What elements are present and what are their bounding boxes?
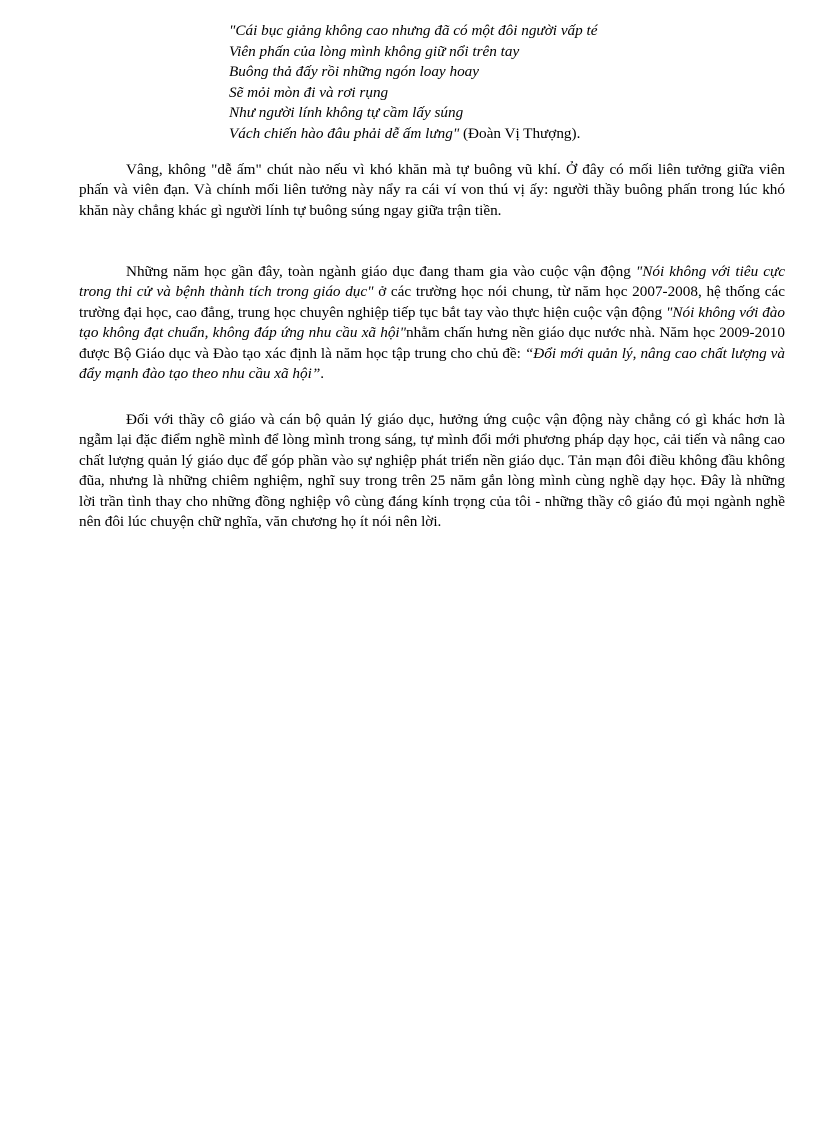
paragraph-2-text: Những năm học gần đây, toàn ngành giáo dục đang tham gia vào cuộc vận động <box>126 263 636 280</box>
paragraph-2-text: nhằm chấn hưng nền giáo dục nước nhà. Năm học 2009-2010 được Bộ Giáo dục và Đào tạo xác định là năm học tập trung cho chủ đề: <box>79 324 785 362</box>
poem-block <box>229 21 749 145</box>
paragraph-3: Đối với thầy cô giáo và cán bộ quản lý giáo dục, hưởng ứng cuộc vận động này chẳng có gì khác hơn là ngẫm lại đặc điểm nghề mình để lòng mình trong sáng, tự mình đổi mới phương pháp dạy học, cải tiến và nâng cao chất lượng quản lý giáo dục để góp phần vào sự nghiệp phát triển nền giáo dục. Tản mạn đôi điều không đầu không đũa, nhưng là những chiêm nghiệm, nghĩ suy trong trên 25 năm gắn lòng mình cùng nghề dạy học. Đây là những lời trần tình thay cho những đồng nghiệp vô cùng đáng kính trọng của tôi - những thầy cô giáo đủ mọi ngành nghề nên đôi lúc chuyện chữ nghĩa, văn chương họ ít nói nên lời. <box>79 411 785 531</box>
poem-line: "Cái bục giảng không cao nhưng đã có một đôi người vấp té <box>229 22 598 39</box>
poem-line: Sẽ mỏi mòn đi và rơi rụng <box>229 83 389 101</box>
poem-line: Viên phấn của lòng mình không giữ nổi trên tay <box>229 42 520 60</box>
quote-theme: “Đổi mới quản lý, nâng cao chất lượng và đẩy mạnh đào tạo theo nhu cầu xã hội” <box>79 344 785 383</box>
poem-line-text: Vách chiến hào đâu phải dễ ấm lưng" <box>229 124 460 142</box>
poem-line: Buông thả đấy rồi những ngón loay hoay <box>229 63 479 81</box>
poem-last-line <box>229 124 749 145</box>
paragraph-1: Vâng, không "dễ ấm" chút nào nếu vì khó khăn mà tự buông vũ khí. Ở đây có mối liên tưởng giữa viên phấn và viên đạn. Và chính mối liên tưởng này nẩy ra cái ví von thú vị ấy: người thầy buông phấn trong lúc khó khăn này chẳng khác gì người lính tự buông súng ngay giữa trận tiền. <box>79 161 785 219</box>
poem-line: Như người lính không tự cầm lấy súng <box>229 104 464 122</box>
quote-campaign-2: "Nói không với đào tạo không đạt chuẩn, không đáp ứng nhu cầu xã hội" <box>79 303 785 342</box>
quote-campaign-1: "Nói không với tiêu cực trong thi cử và bệnh thành tích trong giáo dục" <box>79 263 785 301</box>
paragraph-2-text: ở các trường học nói chung, từ năm học 2007-2008, hệ thống các trường đại học, cao đẳng, trung học chuyên nghiệp tiếp tục bắt tay vào thực hiện cuộc vận động <box>79 283 785 321</box>
poem-attribution: (Đoàn Vị Thượng). <box>459 124 581 142</box>
paragraph-2 <box>79 262 785 384</box>
paragraph-2-text: . <box>320 365 325 383</box>
